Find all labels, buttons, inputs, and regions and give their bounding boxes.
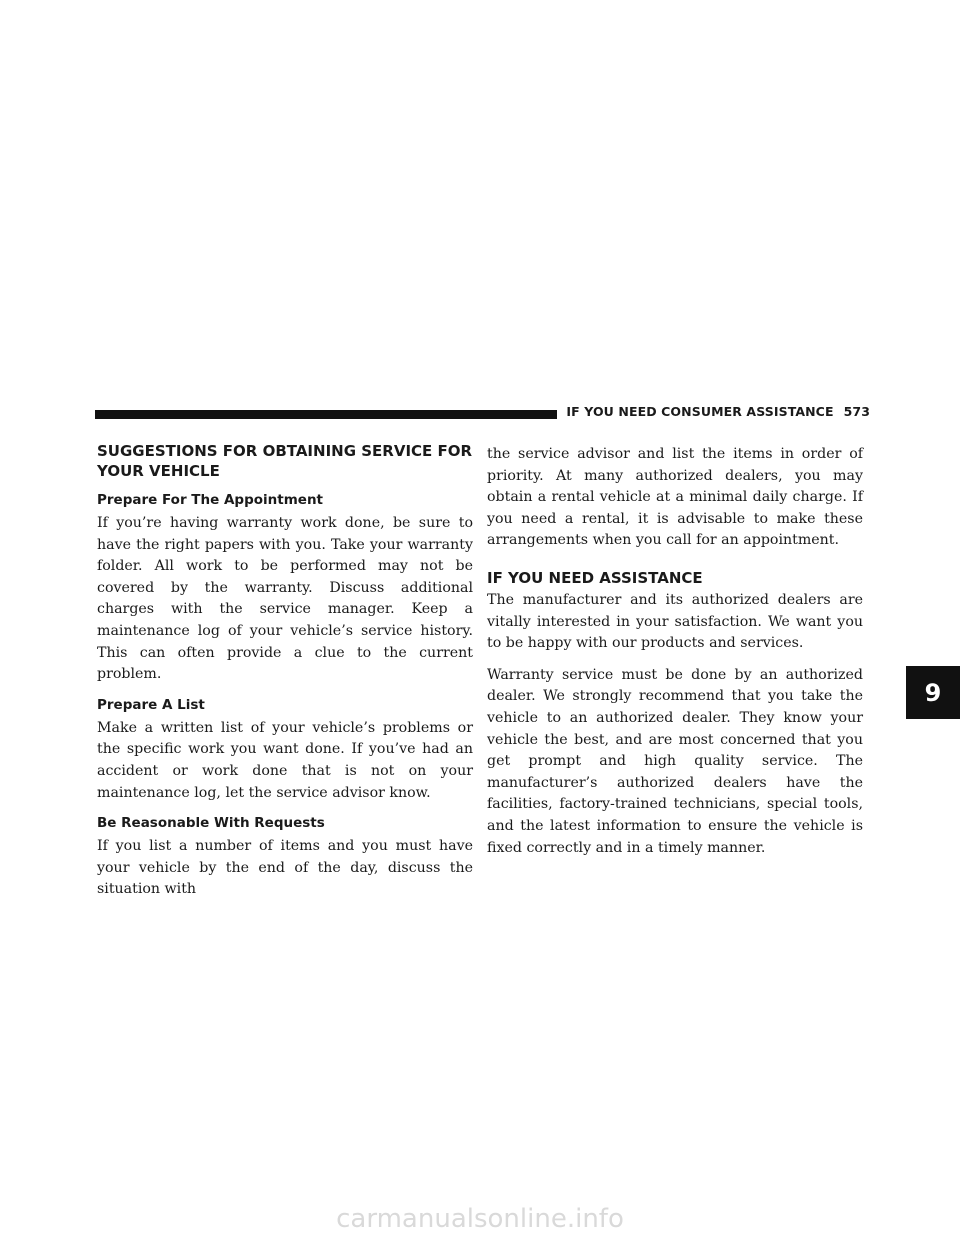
assistance-paragraph-2: Warranty service must be done by an authorized dealer. We strongly recommend that you take the vehicle to an authorized dealer. They know your vehicle the best, and are most concerned that you get prompt and high quality service. The manufacturer’s authorized dealers have the facilities, factory-trained technicians, special tools, and the latest information to ensure the vehicle is fixed correctly and in a timely manner. [487, 666, 863, 856]
chapter-tab [906, 666, 960, 719]
section-heading-appointment: Prepare For The Appointment [97, 492, 324, 508]
continued-text: the service advisor and list the items in order of priority. At many authorized dealers, you may obtain a rental vehicle at a minimal daily charge. If you need a rental, it is advisable to make these arrangements when you call for an appointment. [487, 446, 863, 549]
watermark: carmanualsonline.info [336, 1204, 624, 1234]
section-title: IF YOU NEED CONSUMER ASSISTANCE [566, 404, 834, 419]
page-number: 573 [843, 404, 870, 419]
running-header [560, 404, 870, 419]
section-heading-list: Prepare A List [97, 696, 205, 713]
section-text-requests: If you list a number of items and you must have your vehicle by the end of the day, discuss the situation with [97, 838, 473, 898]
main-heading: SUGGESTIONS FOR OBTAINING SERVICE FOR YOUR VEHICLE [97, 442, 473, 480]
right-column [487, 444, 863, 869]
left-column [97, 441, 473, 911]
section-text-list: Make a written list of your vehicle’s problems or the specific work you want done. If you’ve had an accident or work done that is not on your maintenance log, let the service advisor know. [97, 719, 473, 801]
assistance-heading: IF YOU NEED ASSISTANCE [487, 568, 703, 587]
assistance-paragraph-1: The manufacturer and its authorized dealers are vitally interested in your satisfaction. We want you to be happy with our products and services. [487, 591, 863, 652]
header-rule [95, 410, 557, 419]
section-text-appointment: If you’re having warranty work done, be sure to have the right papers with you. Take your warranty folder. All work to be performed may not be covered by the warranty. Discuss additional charges with the service manager. Keep a maintenance log of your vehicle’s service history. This can often provide a clue to the current problem. [97, 515, 473, 683]
chapter-number: 9 [924, 678, 942, 707]
section-heading-requests: Be Reasonable With Requests [97, 815, 325, 832]
